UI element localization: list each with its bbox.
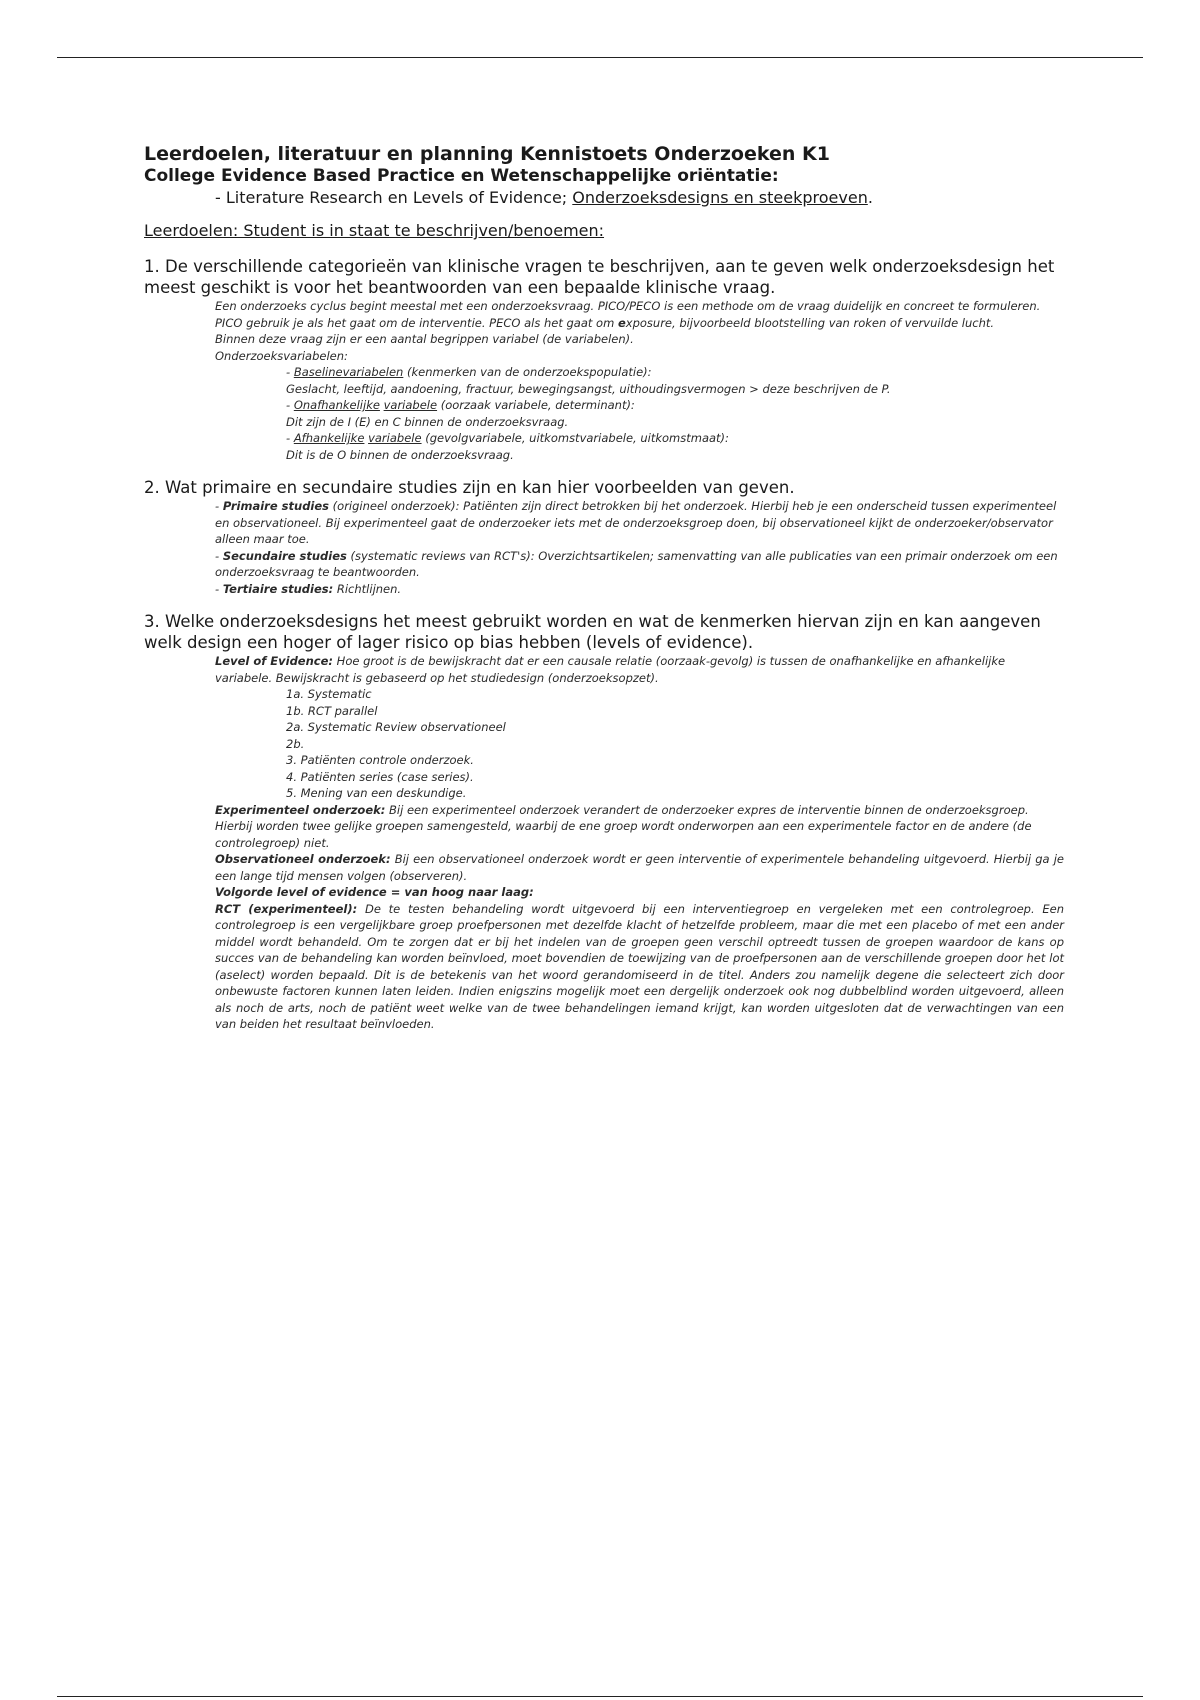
- v3-term2: variabele: [368, 431, 422, 445]
- q1-paragraph: [215, 298, 1064, 331]
- v2-dash: -: [286, 398, 294, 412]
- tertiary-studies: - Tertiaire studies: Richtlijnen.: [215, 581, 402, 596]
- evidence-level-item: 3. Patiënten controle onderzoek.: [286, 753, 474, 767]
- secondary-text: (systematic reviews van RCT's): Overzichtsartikelen; samenvatting van alle publicaties van een primair onderzoek om een onderzoeksvraag te beantwoorden.: [215, 548, 1058, 579]
- v3-rest: (gevolgvariabele, uitkomstvariabele, uitkomstmaat):: [421, 431, 729, 445]
- tertiary-label: Tertiaire studies:: [222, 581, 334, 596]
- exp-text: Bij een experimenteel onderzoek verandert de onderzoeker expres de interventie binnen de onderzoeksgroep. Hierbij worden twee gelijke groepen samengesteld, waarbij de ene groep wordt onderworpen aan een experimentele factor en de andere (de controlegroep) niet.: [215, 802, 1032, 850]
- rct-text: De te testen behandeling wordt uitgevoerd bij een interventiegroep en vergeleken met een controlegroep. Een controlegroep is een vergelijkbare groep proefpersonen met dezelfde klacht of hetzelfde probleem, maar die met een placebo of met een ander middel wordt behandeld. Om te zorgen dat er bij het indelen van de groepen geen verschil optreedt tussen de groepen waardoor de kans op succes van de behandeling kan worden beïnvloed, moet bovendien de toewijzing van de proefpersonen aan de verschillende groepen door het lot (aselect) worden bepaald. Dit is de betekenis van het woord gerandomiseerd in de titel. Anders zou namelijk degene die selecteert zich door onbewuste factoren kunnen laten leiden. Indien enigszins mogelijk moet een dergelijk onderzoek ook nog dubbelblind worden uitgevoerd, alleen als noch de arts, noch de patiënt weet welke van de twee behandelingen iemand krijgt, kan worden uitgesloten dat de verwachtingen van een van beiden het resultaat beïnvloeden.: [215, 901, 1064, 1031]
- v3-dash: -: [286, 431, 294, 445]
- level-of-evidence: [215, 653, 1064, 686]
- variables-list: [286, 364, 1064, 463]
- document-body: [144, 143, 1064, 1033]
- document-title: Leerdoelen, literatuur en planning Kennistoets Onderzoeken K1: [144, 143, 830, 165]
- secondary-studies: - Secundaire studies (systematic reviews van RCT's): Overzichtsartikelen; samenvatting van alle publicaties van een primair onderzoek om een onderzoeksvraag te beantwoorden.: [215, 548, 1058, 579]
- q2-heading: 2. Wat primaire en secundaire studies zijn en kan hier voorbeelden van geven.: [144, 478, 795, 497]
- evidence-level-item: 4. Patiënten series (case series).: [286, 769, 474, 784]
- q1-p2: Binnen deze vraag zijn er een aantal begrippen variabel (de variabelen).: [215, 332, 634, 346]
- v3-term1: Afhankelijke: [293, 431, 365, 445]
- header-rule: [57, 57, 1143, 58]
- v1-dash: -: [286, 365, 294, 379]
- v2-rest: (oorzaak variabele, determinant):: [437, 398, 635, 412]
- tertiary-text: Richtlijnen.: [333, 581, 402, 596]
- evidence-level-item: 1b. RCT parallel: [286, 703, 378, 718]
- v1-term: Baselinevariabelen: [293, 365, 404, 379]
- q1-p1-b: xposure, bijvoorbeeld blootstelling van roken of vervuilde lucht.: [625, 315, 995, 330]
- topics-text: - Literature Research en Levels of Evidence;: [215, 188, 573, 207]
- exp-label: Experimenteel onderzoek:: [215, 802, 386, 817]
- loe-label: Level of Evidence:: [215, 654, 334, 668]
- secondary-label: Secundaire studies: [222, 548, 347, 563]
- evidence-order: [215, 884, 1064, 901]
- primary-label: Primaire studies: [222, 499, 330, 513]
- evidence-level-item: 1a. Systematic: [286, 687, 372, 701]
- q2-body: [215, 498, 1064, 597]
- primary-text: (origineel onderzoek): Patiënten zijn direct betrokken bij het onderzoek. Hierbij heb je een onderscheid tussen experimenteel en observationeel. Bij experimenteel gaat de onderzoeker iets met de onderzoeksgroep doen, bij observationeel kijkt de onderzoeker/observator alleen maar toe.: [215, 499, 1057, 546]
- rct-label: RCT (experimenteel):: [215, 901, 358, 916]
- evidence-level-item: 2b.: [286, 736, 305, 751]
- q3-heading: 3. Welke onderzoeksdesigns het meest gebruikt worden en wat de kenmerken hiervan zijn en kan aangeven welk design een hoger of lager risico op bias hebben (levels of evidence).: [144, 612, 1041, 652]
- evidence-level-item: 2a. Systematic Review observationeel: [286, 720, 506, 734]
- variable-baseline: [286, 364, 1064, 381]
- obs-label: Observationeel onderzoek:: [215, 852, 391, 866]
- variable-dependent-desc: Dit is de O binnen de onderzoeksvraag.: [286, 447, 514, 462]
- variable-dependent: [286, 430, 1064, 447]
- observational-research: [215, 851, 1064, 884]
- footer-rule: [57, 1696, 1143, 1697]
- rct-description: [215, 901, 1064, 1033]
- evidence-levels-list: [286, 686, 1064, 802]
- document-subtitle: College Evidence Based Practice en Wetenschappelijke oriëntatie:: [144, 166, 779, 186]
- obs-text: Bij een observationeel onderzoek wordt er geen interventie of experimentele behandeling uitgevoerd. Hierbij ga je een lange tijd mensen volgen (observeren).: [215, 852, 1064, 883]
- q1-p1-a: Een onderzoeks cyclus begint meestal met een onderzoeksvraag. PICO/PECO is een methode om de vraag duidelijk en concreet te formuleren. PICO gebruik je als het gaat om de interventie. PECO als het gaat om: [215, 299, 1041, 330]
- primary-studies: - Primaire studies (origineel onderzoek): Patiënten zijn direct betrokken bij het onderzoek. Hierbij heb je een onderscheid tussen experimenteel en observationeel. Bij experimenteel gaat de onderzoeker iets met de onderzoeksgroep doen, bij observationeel kijkt de onderzoeker/observator alleen maar toe.: [215, 499, 1057, 546]
- order-label: Volgorde level of evidence = van hoog naar laag:: [215, 885, 534, 899]
- loe-text: Hoe groot is de bewijskracht dat er een causale relatie (oorzaak-gevolg) is tussen de onafhankelijke en afhankelijke variabele. Bewijskracht is gebaseerd op het studiedesign (onderzoeksopzet).: [215, 654, 1006, 685]
- topics-end: .: [867, 188, 873, 207]
- q1-p1-bold: e: [617, 315, 626, 330]
- q1-body: [215, 298, 1064, 463]
- v2-term2: variabele: [383, 398, 438, 412]
- evidence-level-item: 5. Mening van een deskundige.: [286, 786, 467, 800]
- variable-independent-desc: Dit zijn de I (E) en C binnen de onderzoeksvraag.: [286, 414, 569, 429]
- q3-body: [215, 653, 1064, 1033]
- q1-p3: Onderzoeksvariabelen:: [215, 348, 348, 363]
- v2-term1: Onafhankelijke: [293, 398, 380, 412]
- q1-heading: 1. De verschillende categorieën van klinische vragen te beschrijven, aan te geven welk onderzoeksdesign het meest geschikt is voor het beantwoorden van een bepaalde klinische vraag.: [144, 257, 1055, 297]
- college-topics: [215, 187, 1064, 209]
- topics-link[interactable]: Onderzoeksdesigns en steekproeven: [572, 188, 868, 207]
- variable-independent: [286, 397, 1064, 414]
- experimental-research: [215, 802, 1064, 852]
- variable-baseline-desc: Geslacht, leeftijd, aandoening, fractuur, bewegingsangst, uithoudingsvermogen > deze beschrijven de P.: [286, 381, 891, 396]
- v1-rest: (kenmerken van de onderzoekspopulatie):: [403, 365, 652, 379]
- goals-heading: Leerdoelen: Student is in staat te beschrijven/benoemen:: [144, 221, 605, 240]
